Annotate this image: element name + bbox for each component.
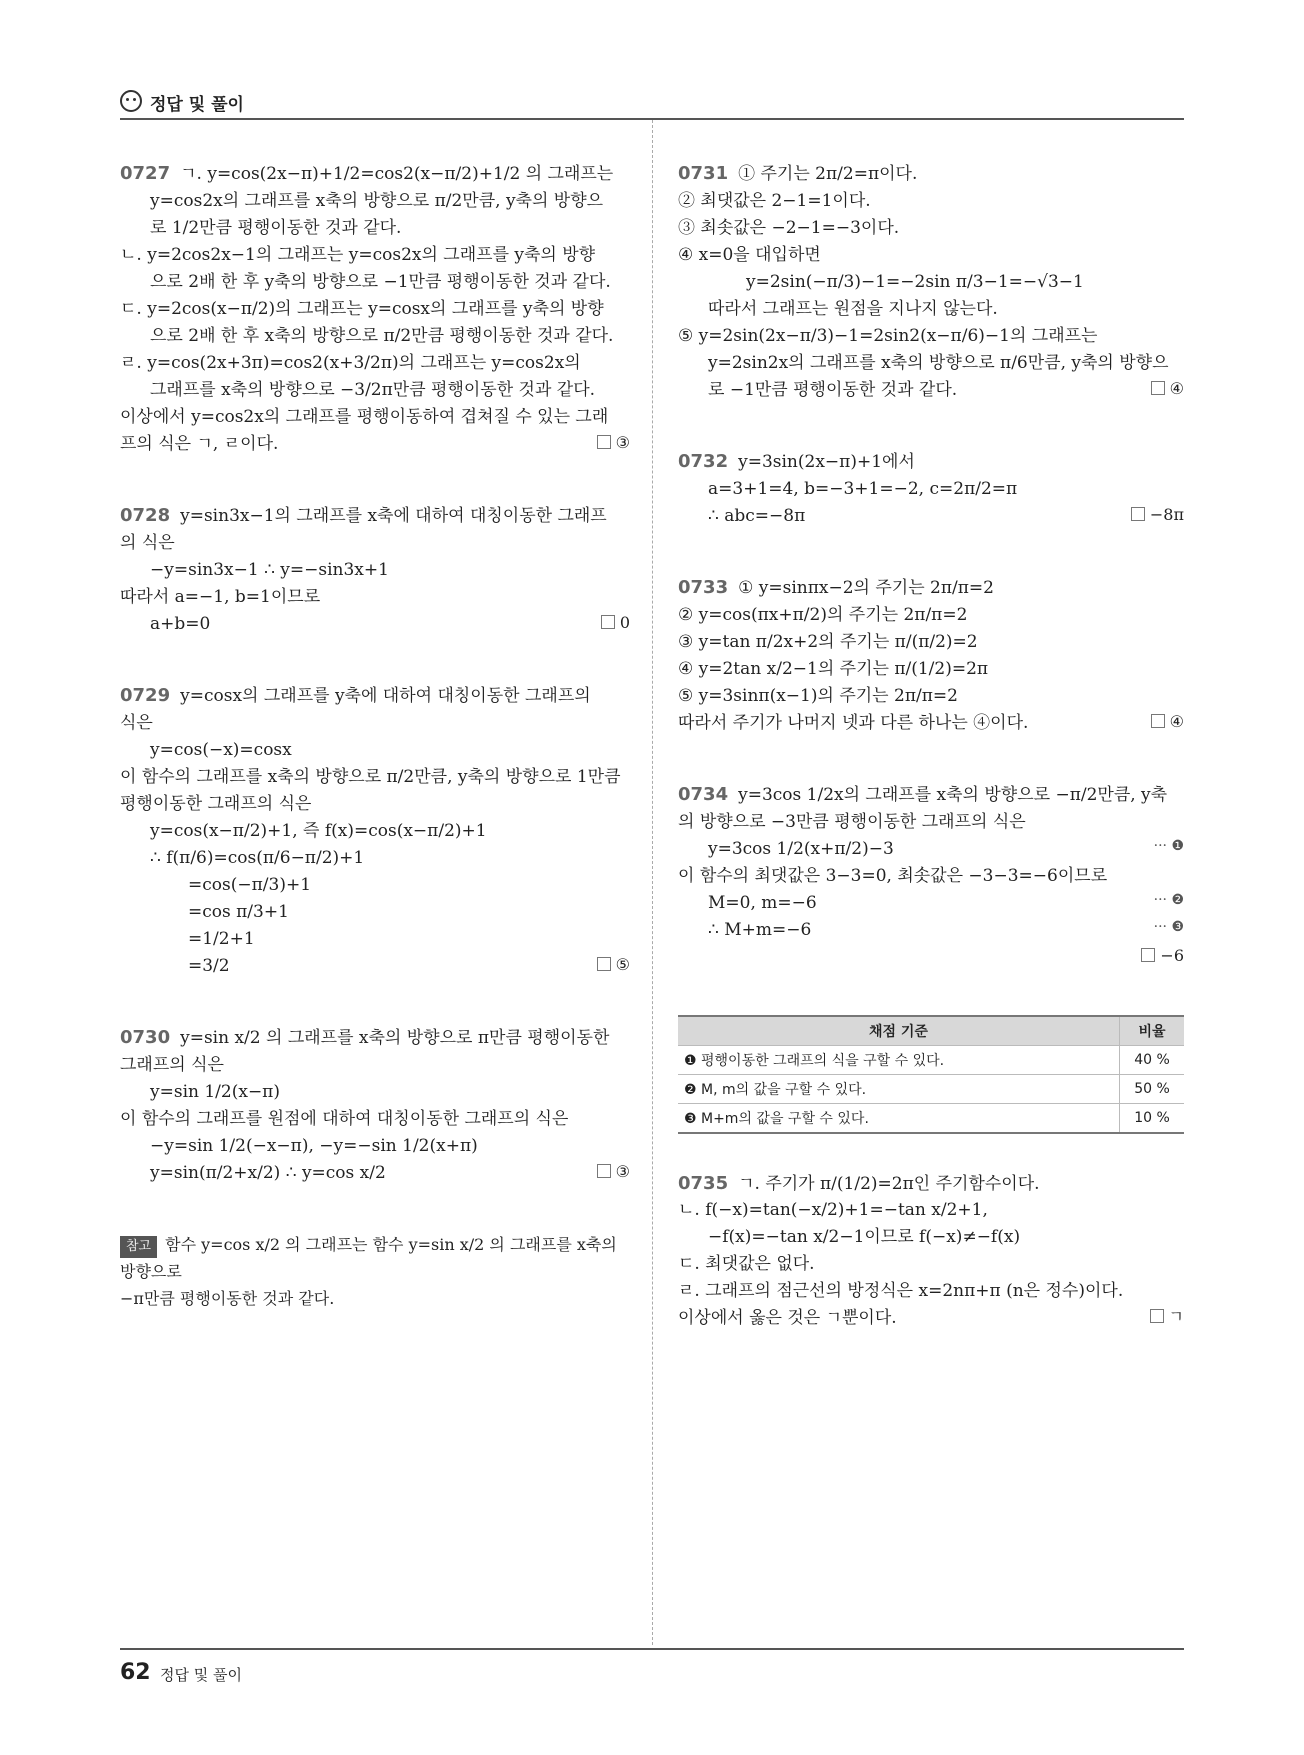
solution-line xyxy=(678,188,1184,215)
solution-text: 이 함수의 최댓값은 3−3=0, 최솟값은 −3−3=−6이므로 xyxy=(678,865,1108,886)
problem-number: 0727 xyxy=(120,163,171,184)
answer-mark xyxy=(1131,503,1184,528)
column-divider xyxy=(652,120,653,1645)
solution-line xyxy=(120,899,630,926)
solution-text: ㄱ. y=cos(2x−π)+1/2=cos2(x−π/2)+1/2 의 그래프는 xyxy=(180,164,614,184)
footer-label: 정답 및 풀이 xyxy=(160,1666,242,1684)
solution-line xyxy=(120,557,630,584)
solution-text: 로 −1만큼 평행이동한 것과 같다. xyxy=(708,379,958,400)
note-line-2: −π만큼 평행이동한 것과 같다. xyxy=(120,1288,335,1308)
problem-number: 0733 xyxy=(678,576,729,598)
solution-text: 식은 xyxy=(120,712,153,733)
solution-text: M=0, m=−6 xyxy=(708,892,817,913)
solution-line xyxy=(120,350,630,377)
problem-0730 xyxy=(120,1024,630,1187)
solution-line xyxy=(120,791,630,818)
page-header xyxy=(120,88,1184,120)
answer-mark xyxy=(597,1160,630,1185)
solution-line xyxy=(120,953,630,980)
answer-value: ④ xyxy=(1169,378,1184,398)
solution-text: 으로 2배 한 후 y축의 방향으로 −1만큼 평행이동한 것과 같다. xyxy=(150,271,611,292)
problem-0733 xyxy=(678,574,1184,737)
solution-text: 이 함수의 그래프를 원점에 대하여 대칭이동한 그래프의 식은 xyxy=(120,1108,569,1129)
solution-line xyxy=(120,926,630,953)
solution-text: ㄴ. f(−x)=tan(−x/2)+1=−tan x/2+1, xyxy=(678,1200,988,1221)
solution-line xyxy=(678,1305,1184,1332)
solution-text: ② y=cos(πx+π/2)의 주기는 2π/π=2 xyxy=(678,604,968,625)
grading-criterion: ❶ 평행이동한 그래프의 식을 구할 수 있다. xyxy=(678,1045,1120,1074)
solution-text: y=sin3x−1의 그래프를 x축에 대하여 대칭이동한 그래프 xyxy=(180,505,607,526)
solution-line xyxy=(678,1278,1184,1305)
solution-line xyxy=(120,710,630,737)
answer-icon xyxy=(1150,1309,1164,1323)
grading-header-criteria: 채점 기준 xyxy=(678,1016,1120,1046)
solution-line xyxy=(678,296,1184,323)
solution-text: ㄹ. y=cos(2x+3π)=cos2(x+3/2π)의 그래프는 y=cos2x의 xyxy=(120,352,581,373)
solution-text: y=3cos 1/2x의 그래프를 x축의 방향으로 −π/2만큼, y축 xyxy=(738,784,1168,805)
solution-text: ② 최댓값은 2−1=1이다. xyxy=(678,190,871,211)
problem-number: 0728 xyxy=(120,504,171,526)
solution-line xyxy=(678,683,1184,710)
answer-mark xyxy=(1151,377,1184,402)
solution-line xyxy=(120,269,630,296)
note-tag: 참고 xyxy=(120,1236,157,1258)
solution-text: 의 식은 xyxy=(120,532,175,553)
solution-line xyxy=(678,1251,1184,1278)
answer-icon xyxy=(597,957,611,971)
solution-line xyxy=(120,764,630,791)
grading-header-ratio: 비율 xyxy=(1120,1016,1185,1046)
solution-text: 으로 2배 한 후 x축의 방향으로 π/2만큼 평행이동한 것과 같다. xyxy=(150,325,614,346)
solution-line xyxy=(678,215,1184,242)
solution-text: ① 주기는 2π/2=π이다. xyxy=(738,164,918,184)
problem-number: 0732 xyxy=(678,450,729,472)
solution-line xyxy=(120,872,630,899)
grading-row xyxy=(678,1074,1184,1103)
problem-0735 xyxy=(678,1170,1184,1333)
solution-line xyxy=(120,530,630,557)
solution-text: ④ x=0을 대입하면 xyxy=(678,244,821,265)
solution-text: ① y=sinπx−2의 주기는 2π/π=2 xyxy=(738,577,994,598)
solution-line xyxy=(678,242,1184,269)
solution-line xyxy=(120,215,630,242)
solution-text: y=cosx의 그래프를 y축에 대하여 대칭이동한 그래프의 xyxy=(180,685,591,706)
answer-value: ③ xyxy=(615,1161,630,1181)
note-line-1: 함수 y=cos x/2 의 그래프는 함수 y=sin x/2 의 그래프를 x축의 방향으로 xyxy=(120,1234,617,1281)
solution-text: ㄷ. 최댓값은 없다. xyxy=(678,1254,815,1275)
solution-text: y=cos2x의 그래프를 x축의 방향으로 π/2만큼, y축의 방향으 xyxy=(150,190,604,211)
solution-text: y=3cos 1/2(x+π/2)−3 xyxy=(708,838,894,859)
problem-0728 xyxy=(120,502,630,638)
answer-icon xyxy=(1151,381,1165,395)
answer-mark xyxy=(1150,1305,1184,1330)
solution-line xyxy=(120,584,630,611)
solution-text: −y=sin 1/2(−x−π), −y=−sin 1/2(x+π) xyxy=(150,1135,478,1156)
solution-line xyxy=(120,242,630,269)
solution-text: 의 방향으로 −3만큼 평행이동한 그래프의 식은 xyxy=(678,811,1026,832)
solution-text: ⑤ y=2sin(2x−π/3)−1=2sin2(x−π/6)−1의 그래프는 xyxy=(678,325,1098,346)
problem-0734 xyxy=(678,781,1184,971)
smiley-icon xyxy=(120,90,142,112)
solution-text: 이상에서 y=cos2x의 그래프를 평행이동하여 겹쳐질 수 있는 그래 xyxy=(120,406,609,427)
page-footer xyxy=(120,1648,1184,1685)
problem-number: 0730 xyxy=(120,1026,171,1048)
solution-line xyxy=(120,431,630,458)
problem-number: 0731 xyxy=(678,163,729,184)
solution-text: y=sin 1/2(x−π) xyxy=(150,1081,280,1102)
solution-line xyxy=(120,845,630,872)
answer-icon xyxy=(601,615,615,629)
solution-line xyxy=(120,296,630,323)
solution-text: 따라서 주기가 나머지 넷과 다른 하나는 ④이다. xyxy=(678,712,1029,733)
solution-text: 로 1/2만큼 평행이동한 것과 같다. xyxy=(150,217,402,238)
solution-text: =cos π/3+1 xyxy=(188,901,289,922)
solution-text: 그래프를 x축의 방향으로 −3/2π만큼 평행이동한 것과 같다. xyxy=(150,379,596,400)
answer-icon xyxy=(1151,714,1165,728)
solution-line xyxy=(678,350,1184,377)
solution-text: a=3+1=4, b=−3+1=−2, c=2π/2=π xyxy=(708,478,1018,499)
solution-text: y=cos(x−π/2)+1, 즉 f(x)=cos(x−π/2)+1 xyxy=(150,820,487,841)
solution-line xyxy=(120,1052,630,1079)
answer-icon xyxy=(597,435,611,449)
solution-text: ∴ abc=−8π xyxy=(708,505,806,526)
solution-text: ∴ f(π/6)=cos(π/6−π/2)+1 xyxy=(150,847,365,868)
answer-value: ③ xyxy=(615,432,630,452)
solution-line xyxy=(678,809,1184,836)
solution-text: ④ y=2tan x/2−1의 주기는 π/(1/2)=2π xyxy=(678,658,989,679)
solution-text: 이상에서 옳은 것은 ㄱ뿐이다. xyxy=(678,1308,897,1329)
answer-mark xyxy=(1151,710,1184,735)
solution-line xyxy=(678,503,1184,530)
solution-text: ③ 최솟값은 −2−1=−3이다. xyxy=(678,217,900,238)
solution-line xyxy=(678,629,1184,656)
answer-mark xyxy=(1141,944,1184,969)
grading-row xyxy=(678,1103,1184,1133)
solution-line xyxy=(678,944,1184,971)
solution-line xyxy=(120,502,630,530)
page-number: 62 xyxy=(120,1660,151,1685)
solution-line xyxy=(678,448,1184,476)
solution-line xyxy=(120,1079,630,1106)
answer-mark xyxy=(601,611,630,636)
solution-text: 프의 식은 ㄱ, ㄹ이다. xyxy=(120,433,279,454)
answer-value: ⑤ xyxy=(615,954,630,974)
grading-ratio: 40 % xyxy=(1120,1045,1185,1074)
solution-line xyxy=(678,836,1184,863)
solution-line xyxy=(120,818,630,845)
solution-text: y=sin(π/2+x/2) ∴ y=cos x/2 xyxy=(150,1162,386,1183)
answer-value: 0 xyxy=(619,612,630,632)
header-title: 정답 및 풀이 xyxy=(150,95,244,115)
solution-text: 따라서 그래프는 원점을 지나지 않는다. xyxy=(708,298,998,319)
solution-line xyxy=(120,160,630,188)
step-marker: ··· ❷ xyxy=(1153,891,1184,908)
solution-line xyxy=(120,1133,630,1160)
solution-line xyxy=(678,1170,1184,1198)
answer-value: −6 xyxy=(1160,945,1184,965)
solution-text: ㄷ. y=2cos(x−π/2)의 그래프는 y=cosx의 그래프를 y축의 방향 xyxy=(120,298,604,319)
solution-text: y=sin x/2 의 그래프를 x축의 방향으로 π만큼 평행이동한 xyxy=(180,1027,610,1048)
grading-row xyxy=(678,1045,1184,1074)
solution-text: ㄱ. 주기가 π/(1/2)=2π인 주기함수이다. xyxy=(738,1173,1040,1194)
answer-value: ㄱ xyxy=(1168,1307,1184,1327)
solution-text: ㄴ. y=2cos2x−1의 그래프는 y=cos2x의 그래프를 y축의 방향 xyxy=(120,244,596,265)
reference-note xyxy=(120,1231,630,1313)
step-marker: ··· ❶ xyxy=(1153,837,1184,854)
solution-line xyxy=(120,1160,630,1187)
answer-icon xyxy=(597,1164,611,1178)
solution-line xyxy=(120,377,630,404)
solution-line xyxy=(678,160,1184,188)
solution-line xyxy=(120,611,630,638)
solution-line xyxy=(678,269,1184,296)
solution-line xyxy=(120,404,630,431)
answer-value: ④ xyxy=(1169,711,1184,731)
step-marker: ··· ❸ xyxy=(1153,918,1184,935)
problem-number: 0734 xyxy=(678,783,729,805)
problem-0732 xyxy=(678,448,1184,530)
solution-line xyxy=(678,1224,1184,1251)
solution-line xyxy=(678,917,1184,944)
left-column xyxy=(120,160,630,1312)
solution-line xyxy=(678,476,1184,503)
grading-criterion: ❸ M+m의 값을 구할 수 있다. xyxy=(678,1103,1120,1133)
answer-mark xyxy=(597,431,630,456)
solution-text: 이 함수의 그래프를 x축의 방향으로 π/2만큼, y축의 방향으로 1만큼 xyxy=(120,766,621,787)
solution-line xyxy=(678,323,1184,350)
answer-mark xyxy=(597,953,630,978)
solution-text: ③ y=tan π/2x+2의 주기는 π/(π/2)=2 xyxy=(678,631,978,652)
solution-text: =3/2 xyxy=(188,955,230,976)
solution-line xyxy=(120,682,630,710)
solution-line xyxy=(120,737,630,764)
solution-text: 그래프의 식은 xyxy=(120,1054,224,1075)
solution-text: 평행이동한 그래프의 식은 xyxy=(120,793,312,814)
solution-line xyxy=(678,656,1184,683)
right-column xyxy=(678,160,1184,1376)
solution-text: ∴ M+m=−6 xyxy=(708,919,812,940)
solution-text: −y=sin3x−1 ∴ y=−sin3x+1 xyxy=(150,559,389,580)
solution-line xyxy=(120,1106,630,1133)
solution-text: y=2sin(−π/3)−1=−2sin π/3−1=−√3−1 xyxy=(746,271,1084,292)
solution-line xyxy=(120,188,630,215)
solution-line xyxy=(678,781,1184,809)
grading-ratio: 50 % xyxy=(1120,1074,1185,1103)
solution-text: ㄹ. 그래프의 점근선의 방정식은 x=2nπ+π (n은 정수)이다. xyxy=(678,1281,1124,1302)
solution-line xyxy=(678,574,1184,602)
grading-criterion: ❷ M, m의 값을 구할 수 있다. xyxy=(678,1074,1120,1103)
answer-icon xyxy=(1131,507,1145,521)
solution-text: =1/2+1 xyxy=(188,928,255,949)
solution-line xyxy=(678,863,1184,890)
solution-line xyxy=(678,377,1184,404)
solution-line xyxy=(678,1197,1184,1224)
solution-text: −f(x)=−tan x/2−1이므로 f(−x)≠−f(x) xyxy=(708,1227,1021,1248)
solution-line xyxy=(678,890,1184,917)
solution-text: 따라서 a=−1, b=1이므로 xyxy=(120,586,321,607)
solution-text: y=2sin2x의 그래프를 x축의 방향으로 π/6만큼, y축의 방향으 xyxy=(708,352,1169,373)
solution-line xyxy=(678,710,1184,737)
solution-line xyxy=(678,602,1184,629)
problem-0731 xyxy=(678,160,1184,404)
solution-text: =cos(−π/3)+1 xyxy=(188,874,312,895)
problem-0727 xyxy=(120,160,630,458)
problem-number: 0735 xyxy=(678,1172,729,1194)
solution-text: y=cos(−x)=cosx xyxy=(150,739,292,760)
problem-0729 xyxy=(120,682,630,980)
problem-number: 0729 xyxy=(120,684,171,706)
solution-line xyxy=(120,323,630,350)
answer-value: −8π xyxy=(1149,504,1184,524)
grading-ratio: 10 % xyxy=(1120,1103,1185,1133)
solution-text: a+b=0 xyxy=(150,613,211,634)
solution-text: ⑤ y=3sinπ(x−1)의 주기는 2π/π=2 xyxy=(678,685,958,706)
grading-table xyxy=(678,1015,1184,1134)
solution-line xyxy=(120,1024,630,1052)
answer-icon xyxy=(1141,948,1155,962)
solution-text: y=3sin(2x−π)+1에서 xyxy=(738,451,915,472)
